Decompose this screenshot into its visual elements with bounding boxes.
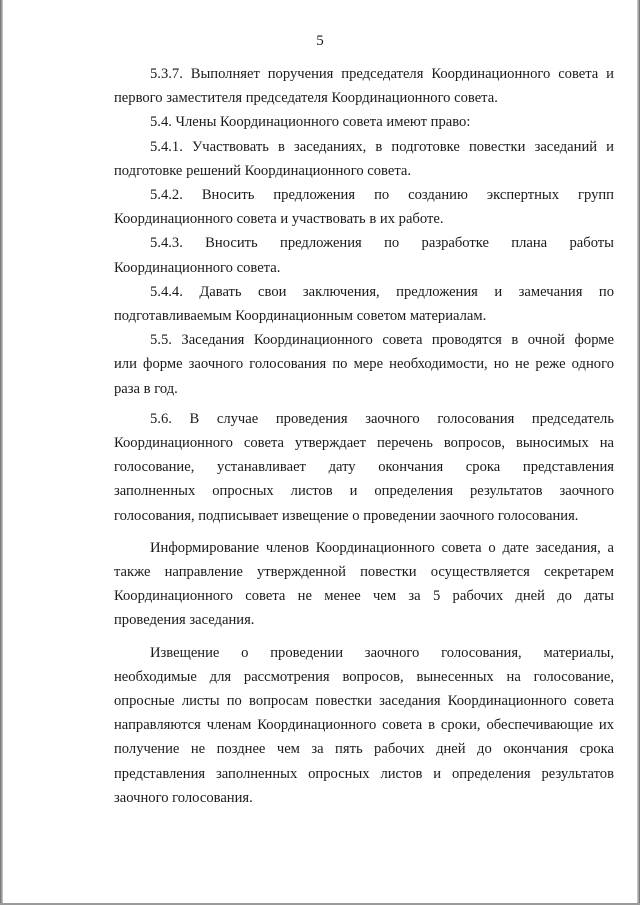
text-line: 5.4.1. Участвовать в заседаниях, в подготовке повестки заседаний и [150, 138, 614, 155]
text-line: заполненных опросных листов и определения результатов заочного [114, 483, 614, 500]
paragraph-p-inform [114, 536, 614, 633]
text-line: 5.4.3. Вносить предложения по разработке плана работы [150, 235, 614, 252]
paragraph-p-5-5 [114, 328, 614, 401]
text-line: 5.4.4. Давать свои заключения, предложения и замечания по [150, 283, 614, 300]
text-line: подготавливаемым Координационным советом материалам. [114, 308, 487, 325]
text-line: 5.3.7. Выполняет поручения председателя Координационного совета и [150, 66, 614, 82]
text-line: Координационного совета. [114, 259, 281, 276]
paragraph-p-5-4-4 [114, 280, 614, 328]
text-line: раза в год. [114, 380, 178, 397]
text-line: Координационного совета утверждает перечень вопросов, выносимых на [114, 435, 614, 452]
text-line: заочного голосования. [114, 789, 253, 806]
text-line: Извещение о проведении заочного голосования, материалы, [150, 644, 614, 661]
paragraph-p-5-4-3 [114, 231, 614, 279]
scan-edge-left [0, 0, 3, 905]
paragraph-p-5-3-7 [114, 62, 614, 110]
text-line: голосования, подписывает извещение о проведении заочного голосования. [114, 507, 579, 524]
text-line: опросные листы по вопросам повестки заседания Координационного совета [114, 693, 614, 710]
text-line: получение не позднее чем за пять рабочих дней до окончания срока [114, 741, 614, 758]
text-line: первого заместителя председателя Координационного совета. [114, 90, 498, 107]
text-line: 5.6. В случае проведения заочного голосования председатель [150, 410, 614, 427]
text-line: 5.5. Заседания Координационного совета проводятся в очной форме [150, 332, 614, 349]
paragraph-p-5-4-2 [114, 183, 614, 231]
text-line: Координационного совета и участвовать в их работе. [114, 211, 444, 228]
page-number: 5 [316, 33, 324, 49]
text-line: Информирование членов Координационного совета о дате заседания, а [150, 539, 614, 556]
text-line: также направление утвержденной повестки осуществляется секретарем [114, 564, 614, 581]
text-line: проведения заседания. [114, 612, 255, 629]
paragraph-p-5-6 [114, 407, 614, 528]
text-line: представления заполненных опросных листов и определения результатов [114, 765, 614, 782]
paragraph-p-notice [114, 641, 614, 810]
text-line: голосование, устанавливает дату окончания срока представления [114, 459, 614, 476]
text-line: необходимые для рассмотрения вопросов, вынесенных на голосование, [114, 668, 614, 685]
text-line: подготовке решений Координационного совета. [114, 162, 411, 179]
paragraph-p-5-4-1 [114, 135, 614, 183]
text-line: или форме заочного голосования по мере необходимости, но не реже одного [114, 356, 614, 373]
paragraph-p-5-4 [114, 110, 614, 134]
text-line: направляются членам Координационного совета в сроки, обеспечивающие их [114, 717, 614, 734]
text-line: Координационного совета не менее чем за 5 рабочих дней до даты [114, 588, 614, 605]
text-line: 5.4. Члены Координационного совета имеют право: [150, 114, 471, 131]
text-line: 5.4.2. Вносить предложения по созданию экспертных групп [150, 187, 614, 204]
document-body [114, 62, 614, 810]
